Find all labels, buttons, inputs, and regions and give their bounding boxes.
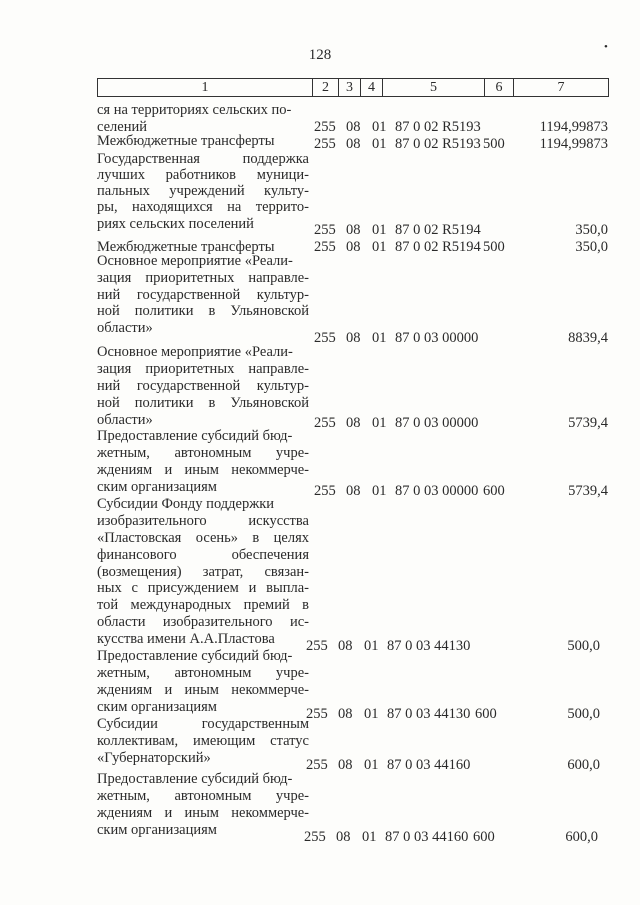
cell-c4: 01 [372, 239, 387, 255]
cell-c4: 01 [362, 829, 377, 845]
description-line: Основное мероприятие «Реали- [97, 344, 293, 360]
cell-c4: 01 [372, 136, 387, 152]
cell-c2: 255 [314, 136, 336, 152]
cell-c2: 255 [304, 829, 326, 845]
cell-c3: 08 [346, 330, 361, 346]
cell-c2: 255 [314, 415, 336, 431]
description-line: ных с присуждением и выпла- [97, 580, 309, 596]
description-line: зация приоритетных направле- [97, 361, 309, 377]
description-line: коллективам, имеющим статус [97, 733, 309, 749]
cell-c7: 600,0 [567, 757, 600, 773]
cell-c7: 5739,4 [568, 483, 608, 499]
cell-c4: 01 [372, 119, 387, 135]
description-line: (возмещения) затрат, связан- [97, 564, 309, 580]
cell-c4: 01 [372, 415, 387, 431]
cell-c7: 500,0 [567, 638, 600, 654]
description-line: Основное мероприятие «Реали- [97, 253, 293, 269]
cell-c3: 08 [338, 638, 353, 654]
cell-c7: 350,0 [575, 222, 608, 238]
cell-c2: 255 [306, 706, 328, 722]
cell-c2: 255 [314, 239, 336, 255]
description-line: зация приоритетных направле- [97, 270, 309, 286]
description-line: Предоставление субсидий бюд- [97, 648, 293, 664]
cell-c2: 255 [306, 638, 328, 654]
cell-c4: 01 [372, 330, 387, 346]
cell-c7: 350,0 [575, 239, 608, 255]
cell-c3: 08 [346, 415, 361, 431]
description-line: «Губернаторский» [97, 750, 211, 766]
header-col-7: 7 [557, 80, 565, 95]
cell-c3: 08 [346, 136, 361, 152]
cell-c5: 87 0 03 44130 [387, 638, 471, 654]
cell-c5: 87 0 02 R5193 [395, 119, 481, 135]
description-line: селений [97, 119, 147, 135]
cell-c7: 1194,99873 [539, 136, 608, 152]
cell-c3: 08 [346, 222, 361, 238]
table-header [97, 78, 609, 97]
corner-mark: • [604, 41, 608, 53]
cell-c2: 255 [314, 119, 336, 135]
description-line: жетным, автономным учре- [97, 665, 309, 681]
cell-c4: 01 [372, 222, 387, 238]
cell-c5: 87 0 03 00000 [395, 415, 479, 431]
cell-c5: 87 0 03 44160 [385, 829, 469, 845]
description-line: ждениям и иным некоммерче- [97, 805, 309, 821]
cell-c3: 08 [346, 119, 361, 135]
description-line: Предоставление субсидий бюд- [97, 771, 293, 787]
cell-c2: 255 [314, 483, 336, 499]
cell-c5: 87 0 02 R5193 [395, 136, 481, 152]
description-line: области» [97, 412, 153, 428]
description-line: ры, находящихся на террито- [97, 199, 309, 215]
cell-c2: 255 [314, 222, 336, 238]
header-col-2: 2 [313, 79, 339, 96]
cell-c3: 08 [346, 239, 361, 255]
description-line: ний государственной культур- [97, 378, 309, 394]
cell-c3: 08 [338, 757, 353, 773]
description-line: ждениям и иным некоммерче- [97, 682, 309, 698]
description-line: Предоставление субсидий бюд- [97, 428, 293, 444]
cell-c5: 87 0 03 00000 [395, 330, 479, 346]
description-line: ний государственной культур- [97, 287, 309, 303]
cell-c7: 600,0 [565, 829, 598, 845]
description-line: жетным, автономным учре- [97, 788, 309, 804]
cell-c6: 500 [483, 136, 505, 152]
header-col-3: 3 [339, 79, 361, 96]
description-line: лучших работников муници- [97, 167, 309, 183]
cell-c5: 87 0 02 R5194 [395, 222, 481, 238]
cell-c3: 08 [338, 706, 353, 722]
cell-c2: 255 [306, 757, 328, 773]
description-line: Межбюджетные трансферты [97, 133, 275, 149]
description-line: финансового обеспечения [97, 547, 309, 563]
description-line: Субсидии государственным [97, 716, 309, 732]
cell-c4: 01 [364, 638, 379, 654]
cell-c7: 8839,4 [568, 330, 608, 346]
description-line: ной политики в Ульяновской [97, 303, 309, 319]
cell-c6: 600 [475, 706, 497, 722]
description-line: ским организациям [97, 699, 217, 715]
description-line: Государственная поддержка [97, 151, 309, 167]
description-line: ждениям и иным некоммерче- [97, 462, 309, 478]
cell-c6: 600 [483, 483, 505, 499]
cell-c2: 255 [314, 330, 336, 346]
description-line: ским организациям [97, 822, 217, 838]
description-line: Субсидии Фонду поддержки [97, 496, 275, 512]
cell-c5: 87 0 02 R5194 [395, 239, 481, 255]
description-line: области изобразительного ис- [97, 614, 309, 630]
description-line: ским организациям [97, 479, 217, 495]
cell-c6: 600 [473, 829, 495, 845]
description-line: пальных учреждений культу- [97, 183, 309, 199]
description-line: области» [97, 320, 153, 336]
cell-c5: 87 0 03 00000 [395, 483, 479, 499]
cell-c4: 01 [364, 757, 379, 773]
description-line: ся на территориях сельских по- [97, 102, 292, 118]
description-line: «Пластовская осень» в целях [97, 530, 309, 546]
cell-c3: 08 [336, 829, 351, 845]
cell-c7: 500,0 [567, 706, 600, 722]
header-col-5: 5 [383, 79, 485, 96]
header-col-6: 6 [485, 79, 514, 96]
header-col-1: 1 [98, 79, 313, 96]
description-line: Межбюджетные трансферты [97, 239, 275, 255]
header-col-4: 4 [361, 79, 383, 96]
description-line: той международных премий в [97, 597, 309, 613]
cell-c4: 01 [364, 706, 379, 722]
cell-c5: 87 0 03 44160 [387, 757, 471, 773]
cell-c7: 5739,4 [568, 415, 608, 431]
cell-c7: 1194,99873 [539, 119, 608, 135]
cell-c4: 01 [372, 483, 387, 499]
cell-c5: 87 0 03 44130 [387, 706, 471, 722]
description-line: кусства имени А.А.Пластова [97, 631, 275, 647]
description-line: жетным, автономным учре- [97, 445, 309, 461]
cell-c6: 500 [483, 239, 505, 255]
page-number: 128 [308, 47, 332, 63]
description-line: риях сельских поселений [97, 216, 254, 232]
description-line: изобразительного искусства [97, 513, 309, 529]
cell-c3: 08 [346, 483, 361, 499]
description-line: ной политики в Ульяновской [97, 395, 309, 411]
